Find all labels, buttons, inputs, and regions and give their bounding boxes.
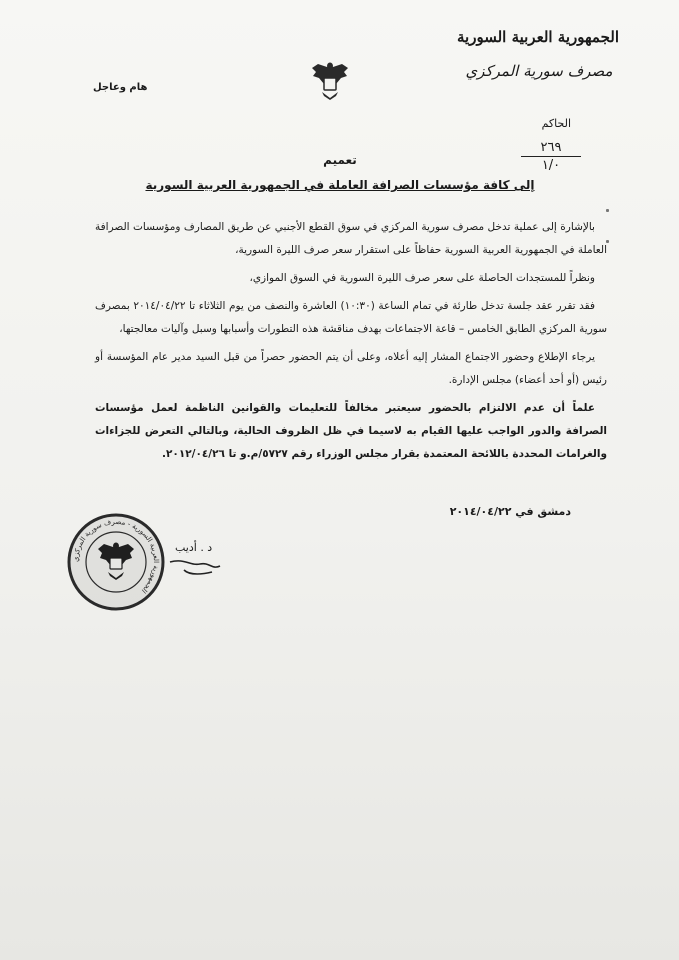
reference-number (521, 140, 581, 173)
republic-header: الجمهورية العربية السورية (457, 28, 619, 46)
date-line: دمشق في ٢٠١٤/٠٤/٢٢ (449, 505, 571, 518)
seal-text: الجمهورية العربية السورية - مصرف سورية المركزي (71, 517, 161, 595)
document-body (95, 216, 607, 471)
paragraph: علماً أن عدم الالتزام بالحضور سيعتبر مخالفاً للتعليمات والقوانين الناظمة لعمل مؤسسات الصرافة والدور الواجب عليها القيام به لاسيما في ظل الظروف الحالية، وبالتالي التعرض للجزاءات والغرامات المحددة باللائحة المعتمدة بقرار مجلس الوزراء رقم ٥٧٢٧/م.و تا ٢٠١٢/٠٤/٢٦. (95, 402, 607, 460)
paragraph: فقد تقرر عقد جلسة تدخل طارئة في تمام الساعة (١٠:٣٠) العاشرة والنصف من يوم الثلاثاء تا ٢٠١٤/٠٤/٢٢ بمصرف سورية المركزي الطابق الخامس – قاعة الاجتماعات بهدف مناقشة هذه التطورات وأسبابها وسبل وآليات معالجتها، (95, 300, 607, 335)
document-title: تعميم (323, 153, 357, 167)
urgency-label: هام وعاجل (93, 82, 148, 93)
paragraph: يرجاء الإطلاع وحضور الاجتماع المشار إليه أعلاه، وعلى أن يتم الحضور حصراً من قبل السيد مدير عام المؤسسة أو رئيس (أو أحد أعضاء) مجلس الإدارة. (95, 351, 607, 386)
handwritten-signature (160, 548, 240, 580)
bank-header: مصرف سورية المركزي (465, 62, 613, 80)
official-seal (66, 512, 166, 612)
paragraph: بالإشارة إلى عملية تدخل مصرف سورية المركزي في سوق القطع الأجنبي عن طريق المصارف ومؤسسات الصرافة العاملة في الجمهورية العربية السورية حفاظاً على استقرار سعر صرف الليرة السورية، (95, 221, 607, 256)
paragraph: ونظراً للمستجدات الحاصلة على سعر صرف الليرة السورية في السوق الموازي، (249, 272, 595, 284)
signature-name: د . أديب (175, 541, 213, 554)
governor-label: الحاكم (541, 117, 571, 130)
reference-number-top: ٢٦٩ (521, 140, 581, 157)
margin-mark (606, 209, 609, 212)
eagle-emblem-icon (310, 58, 350, 102)
reference-number-bottom: ١/٠ (541, 158, 561, 173)
document-subtitle: إلى كافة مؤسسات الصرافة العاملة في الجمهورية العربية السورية (145, 178, 535, 192)
